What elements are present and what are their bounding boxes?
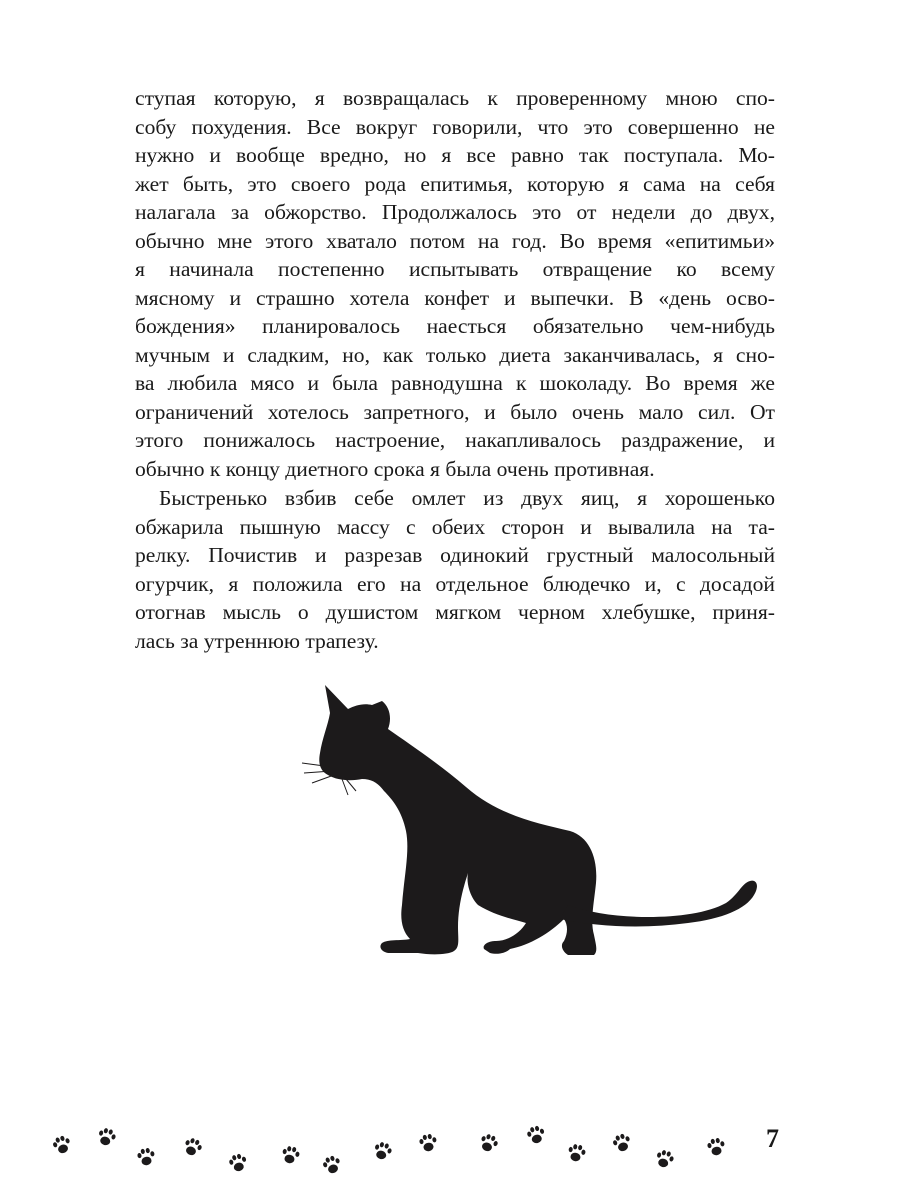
text-line: Быстренько взбив себе омлет из двух яиц, я хорошенько [159,486,775,510]
text-line: обжарила пышную массу с обеих сторон и вывалила на та- [135,514,775,539]
text-line: обычно мне этого хватало потом на год. Во время «епитимьи» [135,228,775,253]
text-line: релку. Почистив и разрезав одинокий грустный малосольный [135,543,775,567]
text-line: налагала за обжорство. Продолжалось это от недели до двух, [135,200,775,224]
text-line: обычно к концу диетного срока я была очень противная. [135,456,655,481]
cat-silhouette-icon [298,683,768,958]
text-line: бождения» планировалось наесться обязательно чем-нибудь [135,314,775,338]
text-line: жет быть, это своего рода епитимья, которую я сама на себя [135,171,775,196]
page-number: 7 [766,1124,779,1153]
text-line: отогнав мысль о душистом мягком черном хлебушке, приня- [135,600,775,624]
text-line: ограничений хотелось запретного, и было очень мало сил. От [135,399,775,424]
body-text [135,84,775,655]
paragraph-2 [135,484,775,655]
text-line: лась за утреннюю трапезу. [135,628,379,653]
text-line: ва любила мясо и была равнодушна к шоколаду. Во время же [135,371,775,395]
text-line: собу похудения. Все вокруг говорили, что это совершенно не [135,114,775,139]
text-line: этого понижалось настроение, накапливалось раздражение, и [135,428,775,452]
text-line: я начинала постепенно испытывать отвращение ко всему [135,257,775,281]
text-line: огурчик, я положила его на отдельное блюдечко и, с досадой [135,571,775,596]
paragraph-1 [135,84,775,483]
text-line: мясному и страшно хотела конфет и выпечки. В «день осво- [135,285,775,310]
paw-print-border [40,1118,760,1178]
text-line: нужно и вообще вредно, но я все равно так поступала. Мо- [135,143,775,167]
text-line: ступая которую, я возвращалась к проверенному мною спо- [135,86,775,110]
text-line: мучным и сладким, но, как только диета заканчивалась, я сно- [135,342,775,367]
